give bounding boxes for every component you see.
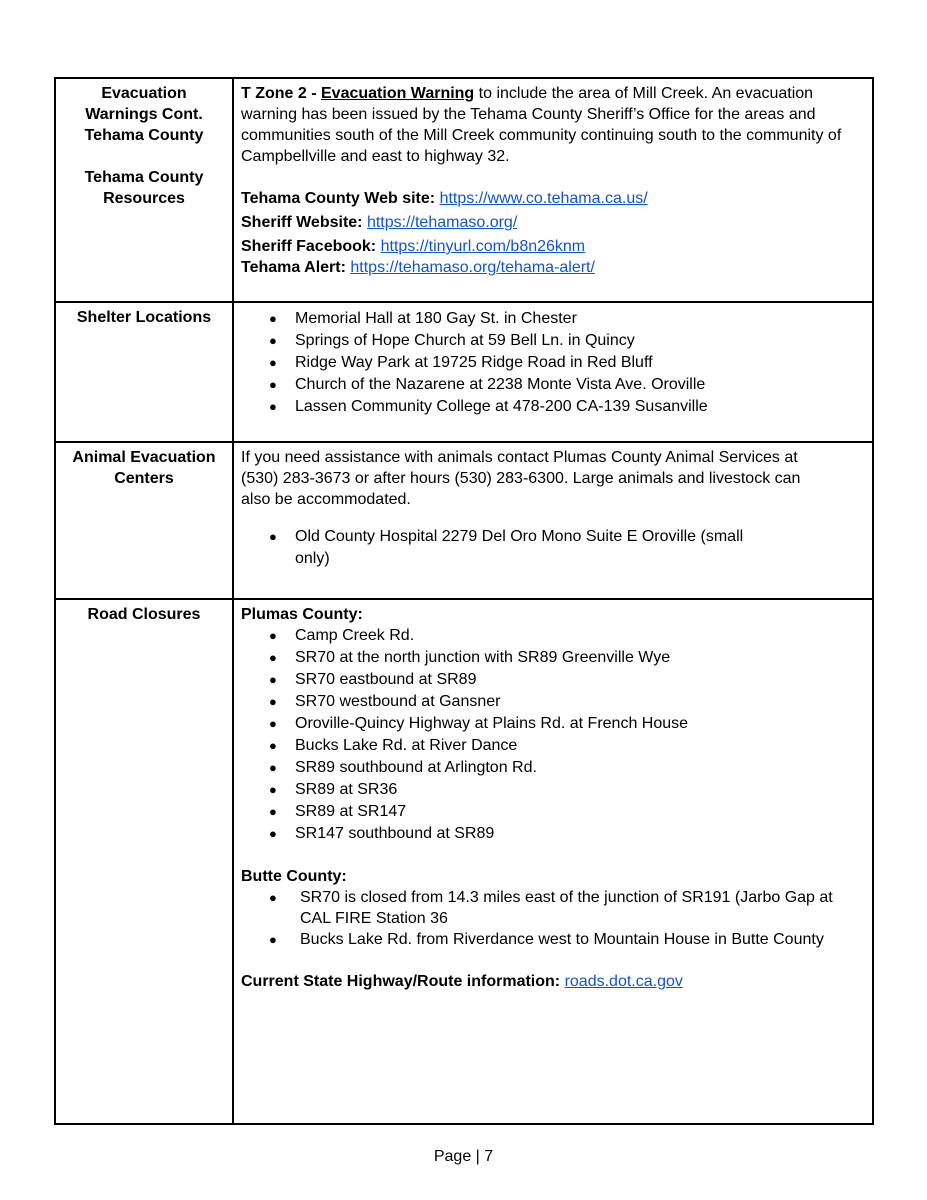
plumas-closures-list bbox=[241, 625, 865, 845]
bullet-icon: ● bbox=[269, 333, 277, 348]
list-item: ● Lassen Community College at 478-200 CA-139 Susanville bbox=[269, 396, 865, 418]
bullet-icon: ● bbox=[269, 529, 277, 544]
list-item: ● Bucks Lake Rd. at River Dance bbox=[269, 735, 865, 757]
row-label-cell bbox=[55, 442, 233, 599]
zone-label: T Zone 2 - bbox=[241, 85, 321, 102]
bullet-icon: ● bbox=[269, 932, 277, 947]
resource-label: Tehama County Web site: bbox=[241, 190, 436, 207]
row-content-cell bbox=[233, 78, 873, 302]
list-item: ● SR70 westbound at Gansner bbox=[269, 691, 865, 713]
bullet-icon: ● bbox=[269, 760, 277, 775]
bullet-icon: ● bbox=[269, 738, 277, 753]
highway-link[interactable]: roads.dot.ca.gov bbox=[564, 973, 683, 990]
bullet-icon: ● bbox=[269, 716, 277, 731]
list-item: ● SR89 at SR36 bbox=[269, 779, 865, 801]
row-label-cell bbox=[55, 78, 233, 302]
bullet-icon: ● bbox=[269, 782, 277, 797]
bullet-icon: ● bbox=[269, 311, 277, 326]
row-label-cell bbox=[55, 599, 233, 1124]
list-item: ● SR89 at SR147 bbox=[269, 801, 865, 823]
bullet-icon: ● bbox=[269, 826, 277, 841]
section-heading: Plumas County: bbox=[241, 606, 363, 623]
label-line: Animal Evacuation bbox=[72, 449, 216, 466]
list-item: ● Springs of Hope Church at 59 Bell Ln. in Quincy bbox=[269, 330, 865, 352]
bullet-icon: ● bbox=[269, 694, 277, 709]
bullet-icon: ● bbox=[269, 804, 277, 819]
list-item: ● SR147 southbound at SR89 bbox=[269, 823, 865, 845]
bullet-icon: ● bbox=[269, 377, 277, 392]
list-item: ● SR89 southbound at Arlington Rd. bbox=[269, 757, 865, 779]
page-number: Page | 7 bbox=[433, 1148, 494, 1165]
label-line: Warnings Cont. bbox=[85, 106, 203, 123]
row-label: Shelter Locations bbox=[76, 309, 212, 326]
resource-link[interactable]: https://tehamaso.org/tehama-alert/ bbox=[350, 259, 595, 276]
bullet-icon: ● bbox=[269, 650, 277, 665]
row-label bbox=[63, 447, 225, 489]
animal-paragraph: If you need assistance with animals contact Plumas County Animal Services at (530) 283-3673 or after hours (530) 283-6300. Large animals and livestock can also be accommodated. bbox=[241, 449, 801, 508]
row-label-cell bbox=[55, 302, 233, 442]
list-item: ● SR70 is closed from 14.3 miles east of the junction of SR191 (Jarbo Gap at CAL FIRE Station 36 bbox=[269, 889, 833, 927]
table-row-road-closures bbox=[55, 599, 873, 1124]
label-line: Evacuation bbox=[101, 85, 187, 102]
row-label bbox=[63, 167, 225, 209]
row-content-cell bbox=[233, 302, 873, 442]
row-content-cell bbox=[233, 599, 873, 1124]
resource-line bbox=[241, 188, 865, 209]
shelter-list bbox=[241, 308, 865, 418]
resource-link[interactable]: https://tehamaso.org/ bbox=[366, 214, 518, 231]
table-row-evacuation-warnings bbox=[55, 78, 873, 302]
section-heading: Butte County: bbox=[241, 868, 347, 885]
label-line: Tehama County bbox=[84, 127, 204, 144]
info-table bbox=[54, 77, 874, 1125]
list-item: ● Camp Creek Rd. bbox=[269, 625, 865, 647]
list-item: ● SR70 at the north junction with SR89 Greenville Wye bbox=[269, 647, 865, 669]
list-item: ● Bucks Lake Rd. from Riverdance west to Mountain House in Butte County bbox=[269, 931, 824, 948]
list-item: ● Church of the Nazarene at 2238 Monte Vista Ave. Oroville bbox=[269, 374, 865, 396]
highway-info-line bbox=[241, 971, 865, 992]
resource-link[interactable]: https://tinyurl.com/b8n26knm bbox=[380, 238, 586, 255]
row-label: Road Closures bbox=[87, 606, 201, 623]
bullet-icon: ● bbox=[269, 628, 277, 643]
label-line: Tehama County bbox=[84, 169, 204, 186]
butte-closures-list bbox=[241, 887, 865, 950]
row-label bbox=[63, 83, 225, 146]
row-content-cell bbox=[233, 442, 873, 599]
list-item: ● Oroville-Quincy Highway at Plains Rd. at French House bbox=[269, 713, 865, 735]
list-item: ● Old County Hospital 2279 Del Oro Mono Suite E Oroville (small only) bbox=[269, 528, 744, 567]
label-line: Centers bbox=[114, 470, 174, 487]
resource-link[interactable]: https://www.co.tehama.ca.us/ bbox=[439, 190, 648, 207]
list-item: ● Memorial Hall at 180 Gay St. in Chester bbox=[269, 308, 865, 330]
resource-label: Sheriff Facebook: bbox=[241, 238, 377, 255]
label-line: Resources bbox=[103, 190, 185, 207]
warning-label: Evacuation Warning bbox=[321, 85, 475, 102]
highway-label: Current State Highway/Route information: bbox=[241, 973, 561, 990]
warning-text: to include the area of Mill Creek. An evacuation warning has been issued by the Tehama County Sheriff’s Office for the areas and communities south of the Mill Creek community continuing south to the community of Campbellville and east to highway 32. bbox=[241, 85, 842, 165]
bullet-icon: ● bbox=[269, 890, 277, 905]
resource-label: Sheriff Website: bbox=[241, 214, 363, 231]
bullet-icon: ● bbox=[269, 355, 277, 370]
bullet-icon: ● bbox=[269, 399, 277, 414]
table-row-shelter-locations bbox=[55, 302, 873, 442]
animal-center-list bbox=[241, 526, 865, 570]
list-item: ● Ridge Way Park at 19725 Ridge Road in Red Bluff bbox=[269, 352, 865, 374]
resource-line bbox=[241, 236, 865, 257]
table-row-animal-evacuation bbox=[55, 442, 873, 599]
bullet-icon: ● bbox=[269, 672, 277, 687]
resource-label: Tehama Alert: bbox=[241, 259, 346, 276]
warning-paragraph bbox=[241, 83, 865, 167]
list-item: ● SR70 eastbound at SR89 bbox=[269, 669, 865, 691]
resource-line bbox=[241, 212, 865, 233]
resource-line bbox=[241, 257, 865, 278]
